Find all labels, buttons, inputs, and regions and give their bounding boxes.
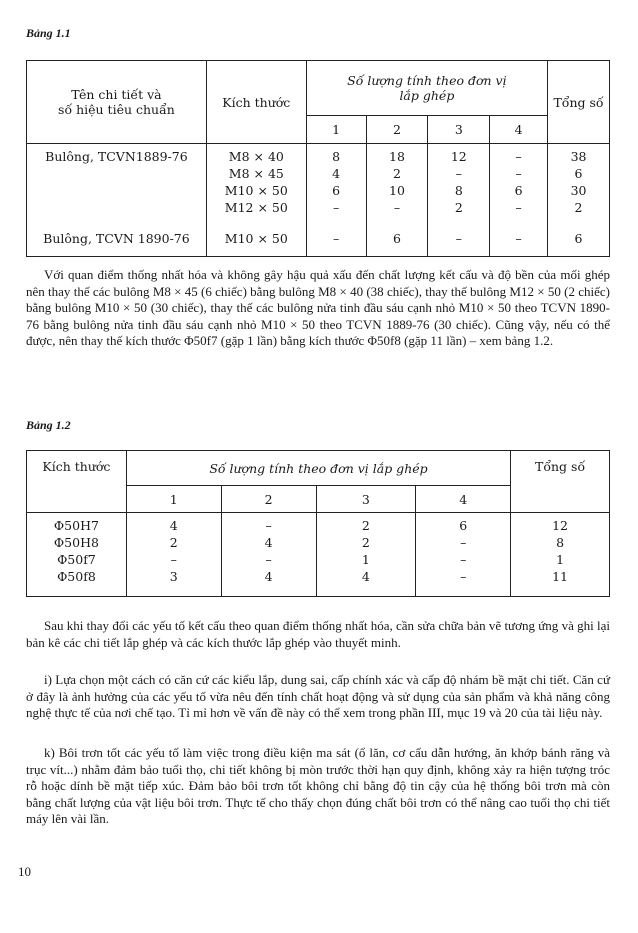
value-cell: – bbox=[393, 200, 401, 215]
value-cell: 4 bbox=[361, 569, 370, 584]
table-row bbox=[27, 513, 610, 597]
table2-body-total bbox=[511, 513, 610, 597]
size-cell: Φ50H7 bbox=[53, 518, 99, 533]
value-cell: 2 bbox=[361, 535, 370, 550]
value-cell: 4 bbox=[264, 569, 273, 584]
paragraph-3 bbox=[26, 672, 610, 722]
value-cell: – bbox=[455, 231, 462, 246]
value-cell: 2 bbox=[392, 166, 401, 181]
table1-body-u4 bbox=[490, 144, 548, 257]
paragraph-2-text: Sau khi thay đổi các yếu tố kết cấu theo quan điểm thống nhất hóa, cần sửa chữa bản vẽ tương ứng và ghi lại bản kê các chi tiết lắp ghép và các kích thước lắp ghép vào thuyết minh. bbox=[26, 618, 610, 650]
value-cell: 6 bbox=[392, 231, 401, 246]
table1-header-count bbox=[306, 61, 547, 116]
value-cell: 4 bbox=[332, 166, 341, 181]
value-cell: 6 bbox=[514, 183, 523, 198]
table2-unit-1: 1 bbox=[126, 486, 221, 513]
table1-header-name bbox=[27, 61, 207, 144]
value-cell: 6 bbox=[459, 518, 468, 533]
table2-unit-2: 2 bbox=[221, 486, 316, 513]
total-cell: 30 bbox=[570, 183, 587, 198]
value-cell: – bbox=[170, 552, 177, 567]
value-cell: 8 bbox=[332, 149, 341, 164]
table1-header-size: Kích thước bbox=[206, 61, 306, 144]
paragraph-3-text: i) Lựa chọn một cách có căn cứ các kiểu lắp, dung sai, cấp chính xác và cấp độ nhám bề mặt chi tiết. Căn cứ ở đây là ảnh hưởng của các yếu tố vừa nêu đến tính chất hoạt động và sử dụng của sản phẩm và khả năng công nghệ thực tế của nơi chế tạo. Tỉ mỉ hơn về vấn đề này có thể xem trong phần III, mục 19 và 20 của tài liệu này. bbox=[26, 672, 610, 720]
size-cell: M10 × 50 bbox=[224, 183, 288, 198]
value-cell: 6 bbox=[332, 183, 341, 198]
total-cell: 38 bbox=[570, 149, 587, 164]
table2-caption: Bảng 1.2 bbox=[26, 418, 71, 432]
table1-unit-4: 4 bbox=[490, 116, 548, 144]
value-cell: – bbox=[460, 552, 467, 567]
table-row bbox=[27, 144, 610, 257]
value-cell: 2 bbox=[454, 200, 463, 215]
table2-header-count: Số lượng tính theo đơn vị lắp ghép bbox=[126, 451, 510, 486]
table2-unit-4: 4 bbox=[416, 486, 511, 513]
table2-unit-3: 3 bbox=[316, 486, 416, 513]
table1-body-u1 bbox=[306, 144, 366, 257]
total-cell: 2 bbox=[574, 200, 583, 215]
paragraph-2 bbox=[26, 618, 610, 651]
value-cell: – bbox=[333, 231, 340, 246]
size-cell: Φ50f8 bbox=[57, 569, 96, 584]
table2-header-total: Tổng số bbox=[511, 451, 610, 513]
total-cell: 6 bbox=[574, 231, 583, 246]
table2-body-u3 bbox=[316, 513, 416, 597]
value-cell: – bbox=[265, 518, 272, 533]
paragraph-4-text: k) Bôi trơn tốt các yếu tố làm việc trong điều kiện ma sát (ổ lăn, cơ cấu dẫn hướng, ăn khớp bánh răng và trục vít...) nhằm đảm bảo tuổi thọ, chi tiết không bị mòn trước thời hạn quy định, không xảy ra hiện tượng tróc rỗ hoặc dính bề mặt tiếp xúc. Đảm bảo bôi trơn tốt không chỉ bằng độ tin cậy của hệ thống bôi trơn mà còn bằng chất lượng của vật liệu bôi trơn. Thực tế cho thấy chọn đúng chất bôi trơn có thể nâng cao tuổi thọ chi tiết máy lên vài lần. bbox=[26, 745, 610, 826]
table1-unit-2: 2 bbox=[366, 116, 428, 144]
table1-body-u3 bbox=[428, 144, 490, 257]
table1-body-total bbox=[548, 144, 610, 257]
table2-header-size: Kích thước bbox=[27, 451, 127, 513]
header-name-line1: Tên chi tiết và bbox=[71, 87, 162, 102]
page-number: 10 bbox=[18, 864, 31, 879]
table1-header-total: Tổng số bbox=[548, 61, 610, 144]
group1-name: Bulông, TCVN1889-76 bbox=[45, 149, 188, 164]
value-cell: 10 bbox=[389, 183, 405, 198]
value-cell: – bbox=[333, 200, 340, 215]
value-cell: 4 bbox=[169, 518, 178, 533]
size-cell: M8 × 45 bbox=[228, 166, 284, 181]
total-cell: 12 bbox=[552, 518, 568, 533]
value-cell: 8 bbox=[454, 183, 463, 198]
value-cell: 3 bbox=[169, 569, 178, 584]
paragraph-1 bbox=[26, 267, 610, 350]
group2-name: Bulông, TCVN 1890-76 bbox=[43, 231, 190, 246]
size-cell: Φ50f7 bbox=[57, 552, 96, 567]
table1-body-names bbox=[27, 144, 207, 257]
value-cell: – bbox=[515, 149, 522, 164]
value-cell: – bbox=[515, 231, 522, 246]
value-cell: – bbox=[455, 166, 462, 181]
value-cell: 2 bbox=[361, 518, 370, 533]
value-cell: 2 bbox=[169, 535, 178, 550]
value-cell: – bbox=[460, 535, 467, 550]
table1-caption: Bảng 1.1 bbox=[26, 26, 71, 40]
value-cell: 12 bbox=[450, 149, 467, 164]
value-cell: – bbox=[265, 552, 272, 567]
paragraph-1-text: Với quan điểm thống nhất hóa và không gây hậu quả xấu đến chất lượng kết cấu và độ bền của mối ghép nên thay thế các bulông M8 × 45 (6 chiếc) bằng bulông M8 × 40 (38 chiếc), thay thế bulông M12 × 50 (2 chiếc) bằng bulông M10 × 50 (30 chiếc), thay thế các bulông nửa tinh đầu sáu cạnh nhỏ M10 × 50 theo TCVN 1890-76 bằng bulông nửa tinh đầu sáu cạnh nhỏ M10 × 50 theo TCVN 1889-76 (30 chiếc). Cũng vậy, nếu có thể được, nên thay thế kích thước Φ50f7 (gặp 1 lần) bằng kích thước Φ50f8 (gặp 11 lần) – xem bảng 1.2. bbox=[26, 267, 610, 348]
table1-body-sizes bbox=[206, 144, 306, 257]
table2-body-u4 bbox=[416, 513, 511, 597]
total-cell: 11 bbox=[552, 569, 568, 584]
table-1-2 bbox=[26, 450, 610, 597]
table2-body-sizes bbox=[27, 513, 127, 597]
header-name-line2: số hiệu tiêu chuẩn bbox=[58, 102, 175, 117]
header-count-line1: Số lượng tính theo đơn vị bbox=[347, 73, 507, 88]
value-cell: 1 bbox=[361, 552, 370, 567]
table1-unit-3: 3 bbox=[428, 116, 490, 144]
size-cell: M10 × 50 bbox=[224, 231, 288, 246]
size-cell: M12 × 50 bbox=[224, 200, 288, 215]
size-cell: Φ50H8 bbox=[53, 535, 99, 550]
total-cell: 6 bbox=[574, 166, 583, 181]
value-cell: – bbox=[460, 569, 467, 584]
value-cell: – bbox=[515, 200, 522, 215]
table1-unit-1: 1 bbox=[306, 116, 366, 144]
table2-body-u1 bbox=[126, 513, 221, 597]
header-count-line2: lắp ghép bbox=[399, 88, 455, 103]
size-cell: M8 × 40 bbox=[228, 149, 284, 164]
table-1-1 bbox=[26, 60, 610, 257]
value-cell: 4 bbox=[264, 535, 273, 550]
total-cell: 1 bbox=[556, 552, 565, 567]
table1-body-u2 bbox=[366, 144, 428, 257]
total-cell: 8 bbox=[556, 535, 565, 550]
value-cell: – bbox=[515, 166, 522, 181]
paragraph-4 bbox=[26, 745, 610, 828]
value-cell: 18 bbox=[389, 149, 405, 164]
table2-body-u2 bbox=[221, 513, 316, 597]
